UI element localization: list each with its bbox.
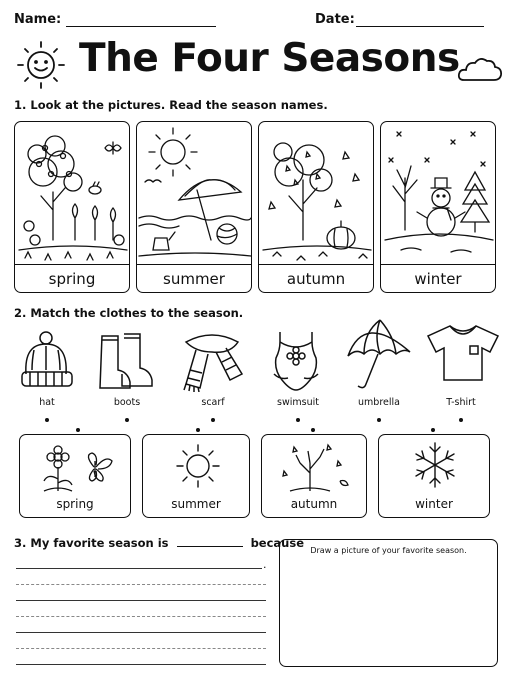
clothes-label-swimsuit: swimsuit [277,397,319,408]
season-card-autumn [258,121,374,293]
season-card-winter [380,121,496,293]
match-label-winter: winter [415,497,453,511]
section3-prompt-start: 3. My favorite season is [14,536,169,550]
match-dot-hat[interactable] [45,418,49,422]
umbrella-icon [344,316,414,392]
section2-instruction: 2. Match the clothes to the season. [14,306,244,320]
season-card-summer [136,121,252,293]
match-dot-t-shirt[interactable] [459,418,463,422]
spring-scene [15,122,130,266]
match-card-spring[interactable] [19,434,131,518]
writing-line[interactable] [16,600,266,601]
match-card-autumn[interactable] [261,434,367,518]
name-label: Name: [14,12,62,27]
section3-prompt [14,536,304,550]
cloud-icon [456,54,504,84]
match-dot-summer[interactable] [196,428,200,432]
match-dot-autumn[interactable] [311,428,315,432]
favorite-season-blank[interactable] [177,546,243,547]
flower-butterfly-icon [38,441,116,493]
summer-scene [137,122,252,266]
t-shirt-icon [424,322,502,384]
summer-sun-icon [173,441,223,491]
match-dot-umbrella[interactable] [377,418,381,422]
match-label-autumn: autumn [290,497,338,511]
match-dot-swimsuit[interactable] [296,418,300,422]
autumn-tree-icon [276,441,354,493]
writing-line[interactable] [16,584,266,585]
sun-icon [12,38,70,90]
match-card-winter[interactable] [378,434,490,518]
boots-icon [94,330,156,392]
scarf-icon [180,330,244,392]
winter-scene [381,122,496,266]
autumn-scene [259,122,374,266]
drawing-box[interactable] [279,539,498,667]
match-label-spring: spring [56,497,94,511]
season-card-spring [14,121,130,293]
match-card-summer[interactable] [142,434,250,518]
match-label-summer: summer [171,497,221,511]
season-label-winter: winter [381,264,495,292]
swimsuit-icon [266,328,326,392]
match-dot-boots[interactable] [125,418,129,422]
season-label-autumn: autumn [259,264,373,292]
season-label-spring: spring [15,264,129,292]
section3-prompt-end: because [250,536,305,550]
page-title: The Four Seasons [79,36,460,81]
date-label: Date: [315,12,355,27]
date-line[interactable] [356,26,484,27]
writing-line[interactable] [16,632,266,633]
drawing-box-prompt: Draw a picture of your favorite season. [310,546,467,555]
clothes-label-hat: hat [39,397,55,408]
sentence-period: . [263,558,267,571]
snowflake-icon [409,439,461,491]
writing-line[interactable] [16,664,266,665]
clothes-label-scarf: scarf [201,397,225,408]
writing-line[interactable] [16,648,266,649]
name-line[interactable] [66,26,216,27]
writing-line[interactable] [16,616,266,617]
match-dot-winter[interactable] [431,428,435,432]
season-label-summer: summer [137,264,251,292]
match-dot-spring[interactable] [76,428,80,432]
clothes-label-boots: boots [113,397,141,408]
hat-icon [16,330,78,392]
match-dot-scarf[interactable] [211,418,215,422]
clothes-label-umbrella: umbrella [358,397,400,408]
writing-line[interactable] [16,568,262,569]
clothes-label-t-shirt: T-shirt [446,397,476,408]
section1-instruction: 1. Look at the pictures. Read the season names. [14,98,328,112]
